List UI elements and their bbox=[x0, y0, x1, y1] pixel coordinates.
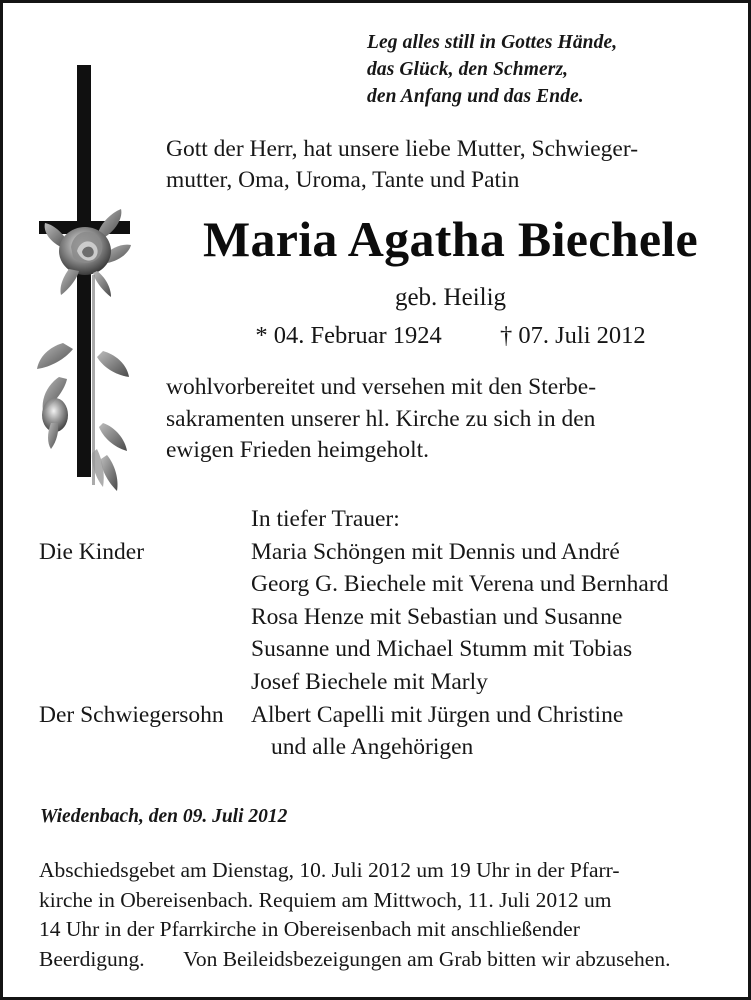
mourner-row bbox=[39, 536, 729, 569]
verse-line: den Anfang und das Ende. bbox=[367, 86, 584, 107]
mourner-row bbox=[39, 731, 729, 764]
passage-line: sakramenten unserer hl. Kirche zu sich in den bbox=[166, 405, 596, 432]
mourner-label: Der Schwiegersohn bbox=[39, 701, 224, 728]
birth-date: * 04. Februar 1924 bbox=[255, 322, 442, 349]
service-line: 14 Uhr in der Pfarrkirche in Obereisenbach mit anschließender bbox=[39, 917, 580, 941]
intro-line: Gott der Herr, hat unsere liebe Mutter, Schwieger- bbox=[166, 136, 639, 162]
mourner-row bbox=[39, 568, 729, 601]
mourner-name: Georg G. Biechele mit Verena und Bernhard bbox=[251, 571, 669, 598]
service-line: Abschiedsgebet am Dienstag, 10. Juli 2012 um 19 Uhr in der Pfarr- bbox=[39, 858, 620, 882]
mourner-name: und alle Angehörigen bbox=[271, 734, 474, 761]
verse bbox=[367, 29, 727, 110]
mourners-list bbox=[39, 503, 729, 764]
condolences-text: Von Beileidsbezeigungen am Grab bitten wir abzusehen. bbox=[183, 946, 671, 971]
passage-line: ewigen Frieden heimgeholt. bbox=[166, 437, 429, 463]
mourner-name: Susanne und Michael Stumm mit Tobias bbox=[251, 636, 633, 663]
death-date: † 07. Juli 2012 bbox=[500, 322, 646, 349]
mourner-name: Albert Capelli mit Jürgen und Christine bbox=[251, 701, 624, 728]
maiden-name: geb. Heilig bbox=[394, 284, 507, 311]
mourner-name: Rosa Henze mit Sebastian und Susanne bbox=[251, 603, 623, 630]
deceased-name: Maria Agatha Biechele bbox=[202, 211, 699, 267]
mourner-name: Maria Schöngen mit Dennis und André bbox=[251, 538, 620, 565]
mourner-name: In tiefer Trauer: bbox=[251, 506, 400, 532]
mourner-row bbox=[39, 503, 729, 536]
mourner-row bbox=[39, 666, 729, 699]
mourner-row bbox=[39, 601, 729, 634]
passage-line: wohlvorbereitet und versehen mit den Sterbe- bbox=[166, 374, 597, 400]
intro-line: mutter, Oma, Uroma, Tante und Patin bbox=[166, 167, 520, 193]
verse-line: Leg alles still in Gottes Hände, bbox=[367, 32, 618, 53]
service-line-final bbox=[39, 945, 739, 975]
verse-line: das Glück, den Schmerz, bbox=[367, 59, 569, 80]
mourner-name: Josef Biechele mit Marly bbox=[251, 668, 488, 695]
mourner-row bbox=[39, 699, 729, 732]
intro-text bbox=[166, 134, 736, 196]
life-dates bbox=[3, 321, 748, 351]
burial-text: Beerdigung. bbox=[39, 946, 145, 971]
mourner-label: Die Kinder bbox=[39, 538, 145, 565]
place-date: Wiedenbach, den 09. Juli 2012 bbox=[40, 806, 288, 827]
mourner-row bbox=[39, 633, 729, 666]
service-line: kirche in Obereisenbach. Requiem am Mittwoch, 11. Juli 2012 um bbox=[39, 887, 612, 912]
service-details bbox=[39, 856, 739, 974]
passage-text bbox=[166, 372, 741, 467]
